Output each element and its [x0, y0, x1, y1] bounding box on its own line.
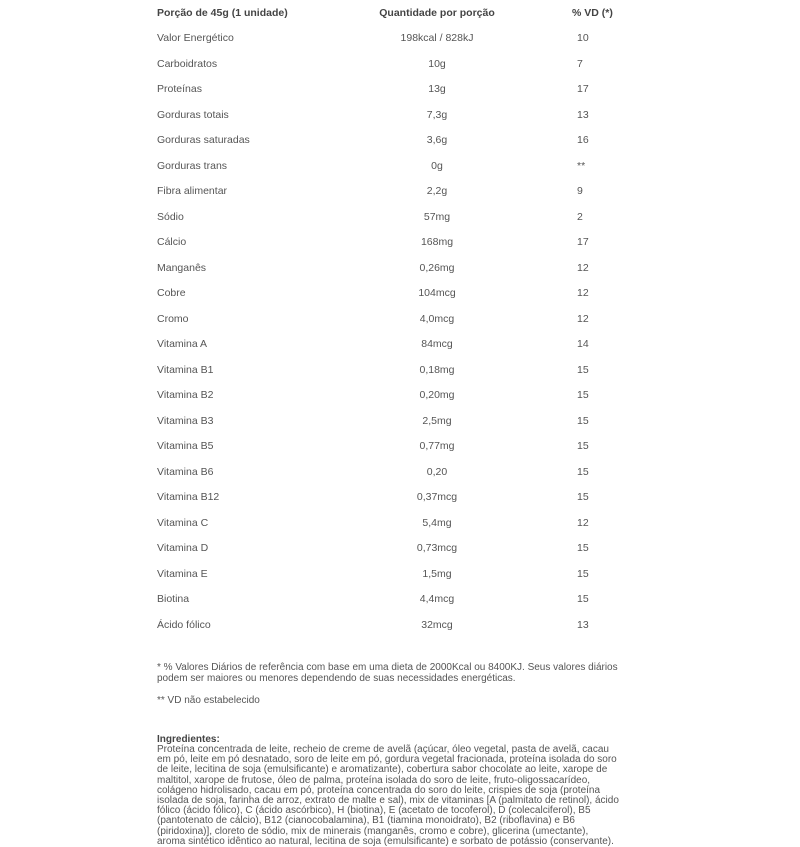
nutrient-name: Gorduras saturadas — [157, 134, 250, 146]
table-row — [157, 281, 627, 307]
table-row — [157, 511, 627, 537]
nutrient-vd: 10 — [577, 32, 589, 44]
nutrient-vd: 7 — [577, 57, 583, 70]
ingredients-text: Proteína concentrada de leite, recheio de creme de avelã (açúcar, óleo vegetal, pasta de avelã, cacau em pó, leite em pó desnatado, soro de leite em pó, gordura vegetal fracionada, proteína isolada do soro de leite, lecitina de soja (emulsificante) e aromatizante), cobertura sabor chocolate ao leite, xarope de maltitol, xarope de frutose, óleo de palma, proteína isolada do soro de leite, fruto-oligossacarídeo, colágeno hidrolisado, cacau em pó, proteína concentrada do soro do leite, crispies de soja (proteína isolada de soja, farinha de arroz, extrato de malte e sal), mix de vitaminas [A (palmitato de retinol), ácido fólico (ácido fólico), C (ácido ascórbico), H (biotina), E (acetato de tocoferol), D (colecalciferol), B5 (pantotenato de cálcio), B12 (cianocobalamina), B1 (tiamina monoidrato), B2 (riboflavina) e B6 (piridoxina)], cloreto de sódio, mix de minerais (manganês, cromo e cobre), glicerina (umectante), aroma sintético idêntico ao natural, lecitina de soja (emulsificante) e sorbato de potássio (conservante). — [157, 744, 619, 847]
table-row — [157, 256, 627, 282]
nutrient-amount: 104mcg — [418, 287, 456, 299]
nutrient-name: Vitamina B1 — [157, 363, 214, 376]
nutrient-vd: 15 — [577, 567, 589, 580]
nutrient-amount: 13g — [428, 83, 446, 95]
nutrient-vd: 12 — [577, 261, 589, 274]
nutrient-amount: 10g — [428, 57, 446, 70]
nutrient-amount: 4,0mcg — [419, 312, 455, 325]
nutrient-amount: 168mg — [420, 236, 454, 248]
nutrient-vd: 17 — [577, 236, 589, 248]
nutrient-name: Vitamina B6 — [157, 465, 214, 478]
footnote-daily-values: * % Valores Diários de referência com base em uma dieta de 2000Kcal ou 8400KJ. Seus valores diários podem ser maiores ou menores dependendo de suas necessidades energéticas. — [157, 662, 618, 684]
table-row — [157, 434, 627, 460]
nutrient-vd: 13 — [577, 618, 589, 631]
nutrient-amount: 3,6g — [426, 134, 448, 146]
table-row — [157, 307, 627, 333]
nutrient-vd: 13 — [577, 108, 589, 121]
nutrient-name: Fibra alimentar — [157, 185, 228, 197]
nutrient-name: Gorduras totais — [157, 108, 229, 121]
table-row — [157, 536, 627, 562]
nutrient-name: Sódio — [157, 210, 184, 223]
nutrient-name: Valor Energético — [157, 32, 234, 44]
ingredients-title: Ingredientes: — [157, 734, 220, 745]
nutrient-vd: 15 — [577, 593, 589, 605]
nutrient-vd: 15 — [577, 389, 589, 401]
table-row — [157, 587, 627, 613]
table-row — [157, 358, 627, 384]
nutrient-amount: 4,4mcg — [419, 593, 455, 605]
table-row — [157, 613, 627, 639]
nutrient-amount: 2,2g — [426, 185, 448, 197]
nutrient-name: Biotina — [157, 593, 190, 605]
table-row — [157, 409, 627, 435]
nutrient-vd: 12 — [577, 516, 589, 529]
nutrient-amount: 0,20mg — [419, 389, 455, 401]
nutrient-name: Cálcio — [157, 236, 187, 248]
nutrition-table-body — [157, 26, 627, 638]
nutrient-name: Vitamina B12 — [157, 491, 220, 503]
table-row — [157, 154, 627, 180]
table-row — [157, 230, 627, 256]
nutrient-name: Vitamina B3 — [157, 414, 214, 427]
nutrient-vd: 12 — [577, 287, 589, 299]
nutrient-name: Ácido fólico — [157, 618, 211, 631]
nutrient-vd: 15 — [577, 491, 589, 503]
nutrient-name: Vitamina D — [157, 542, 209, 554]
table-header — [157, 0, 627, 26]
nutrient-name: Proteínas — [157, 83, 202, 95]
nutrient-amount: 0,18mg — [419, 363, 455, 376]
nutrient-amount: 0,73mcg — [416, 542, 458, 554]
nutrient-amount: 0,37mcg — [416, 491, 458, 503]
footnote-vd: ** VD não estabelecido — [157, 695, 260, 706]
nutrient-amount: 0,77mg — [419, 440, 455, 452]
nutrient-amount: 32mcg — [421, 618, 453, 631]
nutrient-name: Vitamina B5 — [157, 440, 214, 452]
nutrient-amount: 57mg — [423, 210, 451, 223]
table-row — [157, 332, 627, 358]
vd-header: % VD (*) — [572, 7, 613, 19]
nutrient-name: Vitamina B2 — [157, 389, 214, 401]
nutrient-amount: 198kcal / 828kJ — [400, 32, 474, 44]
nutrient-amount: 84mcg — [421, 338, 453, 350]
nutrition-facts — [157, 0, 627, 847]
table-row — [157, 26, 627, 52]
table-row — [157, 128, 627, 154]
nutrient-name: Vitamina C — [157, 516, 209, 529]
nutrient-amount: 0,20 — [426, 465, 448, 478]
table-row — [157, 485, 627, 511]
nutrient-vd: 9 — [577, 185, 583, 197]
nutrient-amount: 1,5mg — [422, 567, 452, 580]
nutrient-amount: 0,26mg — [419, 261, 455, 274]
nutrient-name: Carboidratos — [157, 57, 218, 70]
nutrient-name: Manganês — [157, 261, 207, 274]
nutrient-vd: 12 — [577, 312, 589, 325]
footnotes — [157, 651, 627, 717]
nutrient-amount: 5,4mg — [422, 516, 452, 529]
nutrient-vd: 17 — [577, 83, 589, 95]
nutrient-amount: 0g — [431, 159, 443, 172]
table-row — [157, 460, 627, 486]
nutrient-vd: 16 — [577, 134, 589, 146]
portion-header: Porção de 45g (1 unidade) — [157, 7, 288, 19]
nutrient-name: Vitamina A — [157, 338, 208, 350]
table-row — [157, 77, 627, 103]
nutrient-vd: 14 — [577, 338, 589, 350]
nutrient-name: Cobre — [157, 287, 186, 299]
nutrient-vd: 15 — [577, 363, 589, 376]
nutrient-amount: 7,3g — [426, 108, 448, 121]
table-row — [157, 383, 627, 409]
nutrient-amount: 2,5mg — [422, 414, 452, 427]
quantity-header: Quantidade por porção — [379, 7, 495, 19]
nutrient-vd: ** — [577, 159, 586, 172]
nutrient-vd: 2 — [577, 210, 583, 223]
table-row — [157, 179, 627, 205]
nutrient-vd: 15 — [577, 414, 589, 427]
table-row — [157, 103, 627, 129]
table-row — [157, 562, 627, 588]
nutrient-name: Cromo — [157, 312, 189, 325]
nutrient-vd: 15 — [577, 542, 589, 554]
nutrient-name: Gorduras trans — [157, 159, 228, 172]
nutrient-name: Vitamina E — [157, 567, 208, 580]
table-row — [157, 205, 627, 231]
nutrient-vd: 15 — [577, 465, 589, 478]
nutrient-vd: 15 — [577, 440, 589, 452]
table-row — [157, 52, 627, 78]
